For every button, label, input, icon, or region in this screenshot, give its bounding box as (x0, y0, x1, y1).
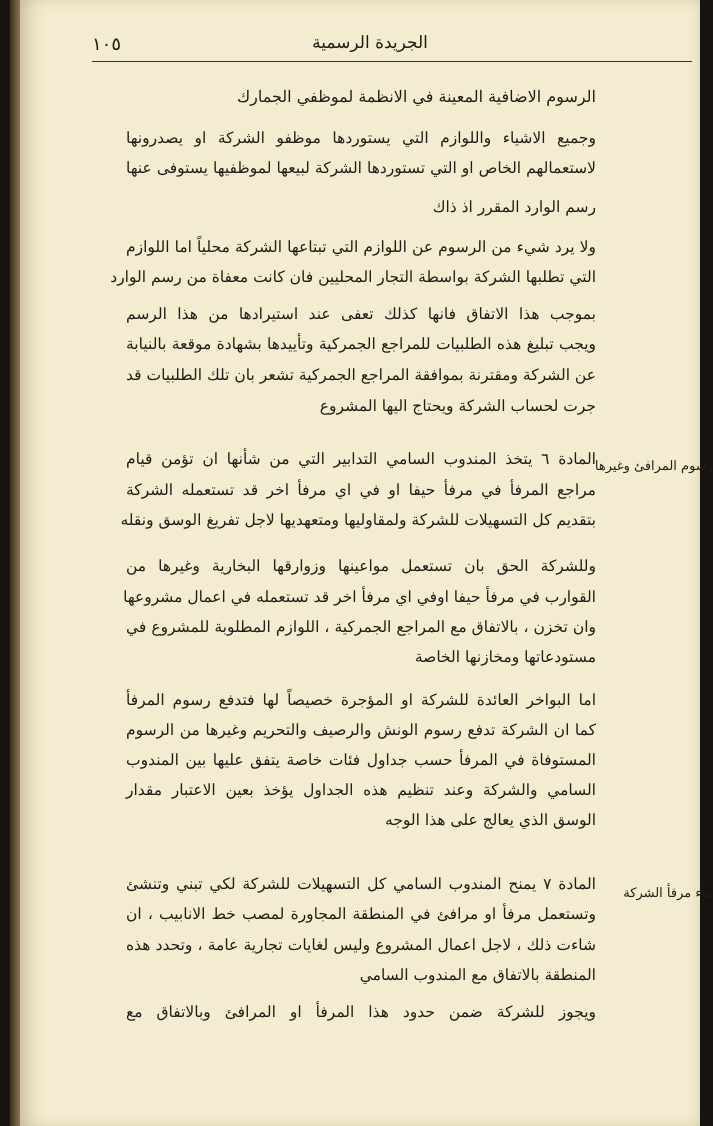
body-line: بموجب هذا الاتفاق فانها كذلك تعفى عند استيرادها من هذا الرسم (126, 305, 596, 323)
body-line: رسم الوارد المقرر اذ ذاك (432, 198, 596, 216)
body-line: المادة ٧ يمنح المندوب السامي كل التسهيلات للشركة لكي تبني وتنشئ (126, 875, 596, 893)
body-line: مراجع المرفأ في مرفأ حيفا او في اي مرفأ اخر قد تستعمله الشركة (126, 481, 596, 499)
body-line: شاءت ذلك ، لاجل اعمال المشروع وليس لغايات تجارية عامة ، وتحدد هذه (126, 936, 596, 954)
body-line: لاستعمالهم الخاص او التي تستوردها الشركة لبيعها لموظفيها يستوفى عنها (126, 159, 596, 177)
book-spine (10, 0, 20, 1126)
body-line: ويجب تبليغ هذه الطلبيات للمراجع الجمركية وتأييدها بشهادة موقعة بالنيابة (126, 335, 596, 353)
body-line: ولا يرد شيء من الرسوم عن اللوازم التي تبتاعها الشركة محلياً اما اللوازم (126, 238, 596, 256)
body-line: مستودعاتها ومخازنها الخاصة (414, 648, 596, 666)
page-number: ١٠٥ (92, 34, 122, 55)
body-line: وللشركة الحق بان تستعمل مواعينها وزوارقها البخارية وغيرها من (126, 557, 596, 575)
body-line: المادة ٦ يتخذ المندوب السامي التدابير التي من شأنها ان تؤمن قيام (126, 450, 596, 468)
body-line: بتقديم كل التسهيلات للشركة ولمقاوليها ومتعهديها لاجل تفريغ الوسق ونقله (120, 511, 596, 529)
body-line: اما البواخر العائدة للشركة او المؤجرة خصيصاً لها فتدفع رسوم المرفأ (126, 691, 596, 709)
body-line: وتستعمل مرفأ او مرافئ في المنطقة المجاورة لمصب خط الانابيب ، ان (126, 905, 596, 923)
body-line: وجميع الاشياء واللوازم التي يستوردها موظفو الشركة او يصدرونها (126, 129, 596, 147)
margin-note-port-fees: رسوم المرافئ وغيرها (594, 459, 713, 474)
running-title: الجريدة الرسمية (312, 33, 428, 53)
body-line: التي تطلبها الشركة بواسطة التجار المحليين فان كانت معفاة من رسم الوارد (110, 268, 596, 286)
body-line: السامي والشركة وعند تنظيم هذه الجداول يؤخذ بعين الاعتبار مقدار (126, 781, 596, 799)
header-rule (92, 61, 692, 62)
body-line: القوارب في مرفأ حيفا اوفي اي مرفأ اخر قد تستعمله في اعمال مشروعها (123, 588, 596, 606)
margin-note-company-port: بناء مرفأ الشركة (623, 886, 713, 901)
body-line: المنطقة بالاتفاق مع المندوب السامي (359, 966, 596, 984)
body-line: المستوفاة في المرفأ حسب جداول فئات خاصة يتفق عليها بين المندوب (126, 751, 596, 769)
body-line: الوسق الذي يعالج على هذا الوجه (385, 811, 596, 829)
body-line: كما ان الشركة تدفع رسوم الونش والرصيف والتحريم وغيرها من الرسوم (126, 721, 596, 739)
body-line: الرسوم الاضافية المعينة في الانظمة لموظفي الجمارك (236, 87, 596, 106)
body-line: وان تخزن ، بالاتفاق مع المراجع الجمركية ، اللوازم المطلوبة للمشروع في (126, 618, 596, 636)
body-line: جرت لحساب الشركة ويحتاج اليها المشروع (319, 397, 596, 415)
document-page (20, 0, 713, 1126)
body-line: عن الشركة ومقترنة بموافقة المراجع الجمركية تشعر بان تلك الطلبيات قد (126, 366, 596, 384)
body-line: ويجوز للشركة ضمن حدود هذا المرفأ او المرافئ وبالاتفاق مع (126, 1003, 596, 1021)
